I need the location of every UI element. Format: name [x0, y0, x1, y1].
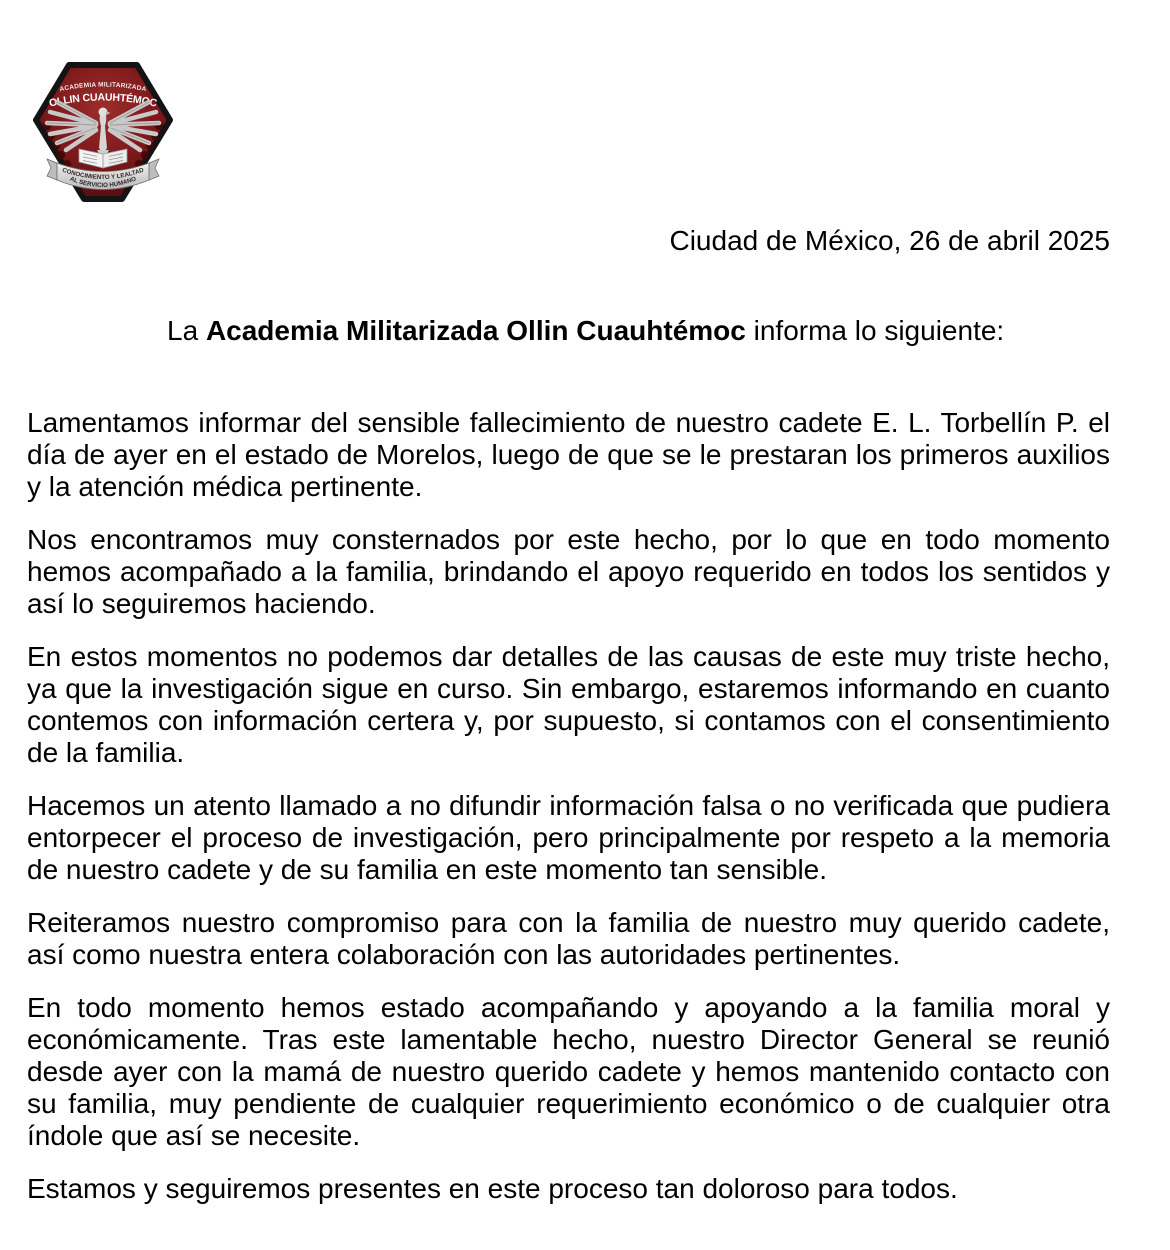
intro-prefix: La — [167, 315, 206, 346]
paragraph-5: Reiteramos nuestro compromiso para con la familia de nuestro muy querido cadete, así como nuestra entera colaboración con las autoridades pertinentes. — [27, 907, 1110, 970]
crest-motto-line1: CONOCIMIENTO Y LEALTAD — [61, 166, 145, 182]
crest-academy-line1: ACADEMIA MILITARIZADA — [58, 81, 148, 94]
crest-academy-line2: OLLIN CUAUHTÉMOC — [47, 91, 159, 110]
paragraph-7: Estamos y seguiremos presentes en este proceso tan doloroso para todos. — [27, 1173, 958, 1204]
paragraph-1: Lamentamos informar del sensible fallecimiento de nuestro cadete E. L. Torbellín P. el día de ayer en el estado de Morelos, luego de que se le prestaran los primeros auxilios y la atención médica pertinente. — [27, 407, 1110, 502]
paragraph-3: En estos momentos no podemos dar detalles de las causas de este muy triste hecho, ya que la investigación sigue en curso. Sin embargo, estaremos informando en cuanto contemos con información certera y, por supuesto, si contamos con el consentimiento de la familia. — [27, 641, 1110, 768]
date-line: Ciudad de México, 26 de abril 2025 — [669, 225, 1110, 256]
intro-line — [27, 315, 1110, 347]
paragraph-2: Nos encontramos muy consternados por este hecho, por lo que en todo momento hemos acompañado a la familia, brindando el apoyo requerido en todos los sentidos y así lo seguiremos haciendo. — [27, 524, 1110, 619]
paragraph-4: Hacemos un atento llamado a no difundir información falsa o no verificada que pudiera entorpecer el proceso de investigación, pero principalmente por respeto a la memoria de nuestro cadete y de su familia en este momento tan sensible. — [27, 790, 1110, 885]
paragraph-6: En todo momento hemos estado acompañando y apoyando a la familia moral y económicamente. Tras este lamentable hecho, nuestro Director General se reunió desde ayer con la mamá de nuestro querido cadete y hemos mantenido contacto con su familia, muy pendiente de cualquier requerimiento económico o de cualquier otra índole que así se necesite. — [27, 992, 1110, 1151]
intro-suffix: informa lo siguiente: — [745, 315, 1005, 346]
crest-motto-line2: AL SERVICIO HUMANO — [68, 175, 138, 190]
letter-content — [27, 0, 1110, 1226]
academy-name: Academia Militarizada Ollin Cuauhtémoc — [205, 315, 746, 346]
